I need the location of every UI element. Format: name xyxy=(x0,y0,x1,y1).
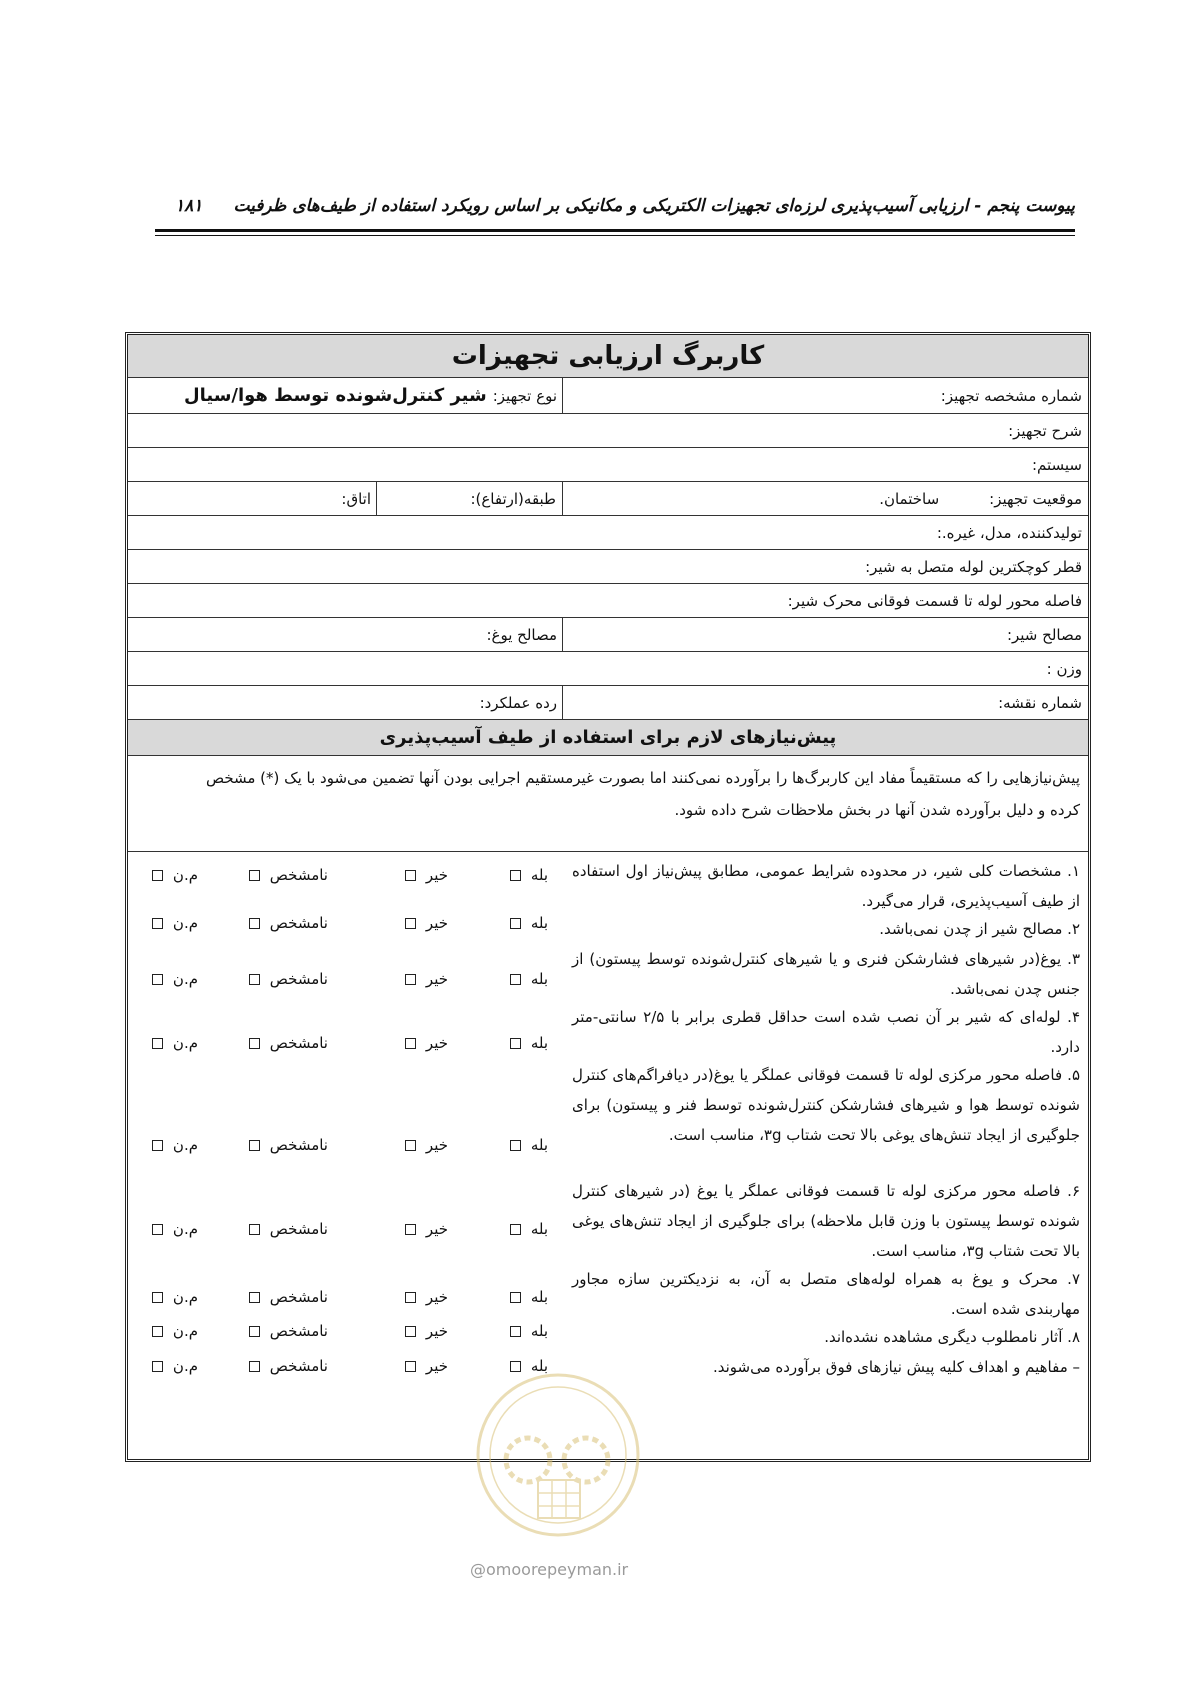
room-label: اتاق: xyxy=(341,489,371,508)
checkbox[interactable] xyxy=(249,1140,260,1151)
form-title: کاربرگ ارزیابی تجهیزات xyxy=(451,341,765,371)
axis-distance-field[interactable] xyxy=(128,584,1088,617)
option-unknown-2[interactable] xyxy=(249,914,328,932)
prerequisite-item-9: – مفاهیم و اهداف کلیه پیش نیازهای فوق برآورده می‌شوند. xyxy=(712,1358,1080,1376)
prerequisites-heading-row xyxy=(128,720,1088,756)
option-na-3[interactable] xyxy=(152,970,198,988)
option-na-9[interactable] xyxy=(152,1357,198,1375)
option-no-label: خیر xyxy=(425,1136,448,1154)
option-yes-2[interactable] xyxy=(510,914,548,932)
description-row xyxy=(128,414,1088,448)
option-yes-4[interactable] xyxy=(510,1034,548,1052)
checkbox[interactable] xyxy=(249,974,260,985)
option-no-1[interactable] xyxy=(405,866,448,884)
checkbox[interactable] xyxy=(405,918,416,929)
weight-row xyxy=(128,652,1088,686)
option-unknown-3[interactable] xyxy=(249,970,328,988)
checkbox[interactable] xyxy=(510,1326,521,1337)
option-yes-1[interactable] xyxy=(510,866,548,884)
equipment-evaluation-form xyxy=(125,332,1091,1462)
equipment-type-field[interactable] xyxy=(128,378,563,413)
checkbox[interactable] xyxy=(249,1361,260,1372)
option-na-label: م.ن xyxy=(172,866,198,884)
watermark-seal xyxy=(468,1360,648,1540)
prerequisite-item-4: ۴. لوله‌ای که شیر بر آن نصب شده است حداقل قطری برابر با ۲/۵ سانتی-متر دارد. xyxy=(572,1008,1080,1056)
option-na-label: م.ن xyxy=(172,914,198,932)
prerequisite-item-3: ۳. یوغ(در شیرهای فشارشکن فنری و یا شیرهای کنترل‌شونده توسط پیستون) از جنس چدن نمی‌باشد. xyxy=(572,950,1080,998)
note-line-1: پیش‌نیازهایی را که مستقیماً مفاد این کاربرگ‌ها را برآورده نمی‌کنند اما بصورت غیرمستقیم اجرایی بودن آنها تضمین می‌شود با یک (*) مشخص xyxy=(205,769,1080,787)
checkbox[interactable] xyxy=(405,1140,416,1151)
checkbox[interactable] xyxy=(152,1326,163,1337)
materials-row xyxy=(128,618,1088,652)
option-yes-7[interactable] xyxy=(510,1288,548,1306)
option-yes-label: بله xyxy=(530,970,548,988)
option-yes-3[interactable] xyxy=(510,970,548,988)
prerequisite-options-6 xyxy=(128,1220,558,1248)
manufacturer-field[interactable] xyxy=(128,516,1088,549)
prerequisite-options-1 xyxy=(128,866,558,894)
prerequisites-heading: پیش‌نیازهای لازم برای استفاده از طیف آسیب‌پذیری xyxy=(379,727,837,748)
option-yes-label: بله xyxy=(530,1034,548,1052)
option-yes-label: بله xyxy=(530,1136,548,1154)
checkbox[interactable] xyxy=(152,974,163,985)
drawing-number-field[interactable] xyxy=(563,686,1088,719)
checkbox[interactable] xyxy=(249,1038,260,1049)
checkbox[interactable] xyxy=(152,1292,163,1303)
watermark-text: @omoorepeyman.ir xyxy=(470,1560,629,1579)
equipment-type-label: نوع تجهیز: xyxy=(492,386,557,405)
option-unknown-label: نامشخص xyxy=(269,866,328,884)
performance-class-label: رده عملکرد: xyxy=(479,693,557,712)
pipe-diameter-row xyxy=(128,550,1088,584)
pipe-diameter-field[interactable] xyxy=(128,550,1088,583)
checkbox[interactable] xyxy=(405,1224,416,1235)
option-no-9[interactable] xyxy=(405,1357,448,1375)
valve-material-field[interactable] xyxy=(563,618,1088,651)
option-no-label: خیر xyxy=(425,1322,448,1340)
prerequisite-options-2 xyxy=(128,914,558,942)
performance-class-field[interactable] xyxy=(128,686,563,719)
checkbox[interactable] xyxy=(405,1038,416,1049)
running-header xyxy=(155,196,1075,226)
prerequisite-options-4 xyxy=(128,1034,558,1062)
option-unknown-label: نامشخص xyxy=(269,1220,328,1238)
option-na-6[interactable] xyxy=(152,1220,198,1238)
option-na-7[interactable] xyxy=(152,1288,198,1306)
weight-label: وزن : xyxy=(1046,659,1082,678)
option-no-label: خیر xyxy=(425,970,448,988)
checkbox[interactable] xyxy=(510,1140,521,1151)
manufacturer-label: تولیدکننده، مدل، غیره.: xyxy=(936,523,1082,542)
option-unknown-1[interactable] xyxy=(249,866,328,884)
checkbox[interactable] xyxy=(405,1361,416,1372)
option-yes-label: بله xyxy=(530,914,548,932)
location-field[interactable] xyxy=(563,482,1088,515)
option-na-label: م.ن xyxy=(172,1136,198,1154)
yoke-material-label: مصالح یوغ: xyxy=(486,625,557,644)
checkbox[interactable] xyxy=(405,1292,416,1303)
option-unknown-label: نامشخص xyxy=(269,1357,328,1375)
checkbox[interactable] xyxy=(405,870,416,881)
system-row xyxy=(128,448,1088,482)
option-yes-label: بله xyxy=(530,1288,548,1306)
option-na-4[interactable] xyxy=(152,1034,198,1052)
option-unknown-8[interactable] xyxy=(249,1322,328,1340)
option-no-8[interactable] xyxy=(405,1322,448,1340)
manufacturer-row xyxy=(128,516,1088,550)
description-field[interactable] xyxy=(128,414,1088,447)
prerequisite-item-2: ۲. مصالح شیر از چدن نمی‌باشد. xyxy=(879,920,1080,938)
option-na-2[interactable] xyxy=(152,914,198,932)
option-yes-5[interactable] xyxy=(510,1136,548,1154)
prerequisite-options-7 xyxy=(128,1288,558,1316)
option-unknown-4[interactable] xyxy=(249,1034,328,1052)
building-label: ساختمان. xyxy=(879,489,940,508)
option-yes-6[interactable] xyxy=(510,1220,548,1238)
location-label: موقعیت تجهیز: xyxy=(989,489,1082,508)
checkbox[interactable] xyxy=(152,1140,163,1151)
option-unknown-6[interactable] xyxy=(249,1220,328,1238)
axis-distance-row xyxy=(128,584,1088,618)
option-no-3[interactable] xyxy=(405,970,448,988)
weight-field[interactable] xyxy=(128,652,1088,685)
checkbox[interactable] xyxy=(405,974,416,985)
option-yes-label: بله xyxy=(530,1220,548,1238)
checkbox[interactable] xyxy=(510,1224,521,1235)
prerequisite-item-5: ۵. فاصله محور مرکزی لوله تا قسمت فوقانی عملگر یا یوغ(در دیافراگم‌های کنترل شونده توسط هوا و شیرهای فشارشکن کنترل‌شونده توسط فنر و پیستون) برای جلوگیری از ایجاد تنش‌های یوغی بالا تحت شتاب ۳g، مناسب است. xyxy=(572,1066,1080,1144)
system-label: سیستم: xyxy=(1031,455,1082,474)
prerequisite-options-5 xyxy=(128,1136,558,1164)
option-no-5[interactable] xyxy=(405,1136,448,1154)
room-field[interactable] xyxy=(128,482,377,515)
option-no-4[interactable] xyxy=(405,1034,448,1052)
option-unknown-label: نامشخص xyxy=(269,1034,328,1052)
equipment-type-value: شیر کنترل‌شونده توسط هوا/سیال xyxy=(183,385,487,406)
prerequisite-item-6: ۶. فاصله محور مرکزی لوله تا قسمت فوقانی عملگر یا یوغ (در شیرهای کنترل شونده توسط پیستون با وزن قابل ملاحظه) برای جلوگیری از ایجاد تنش‌های یوغی بالا تحت شتاب ۳g، مناسب است. xyxy=(572,1182,1080,1260)
checkbox[interactable] xyxy=(510,1038,521,1049)
floor-label: طبقه(ارتفاع): xyxy=(470,489,556,508)
option-yes-label: بله xyxy=(530,866,548,884)
floor-field[interactable] xyxy=(377,482,562,515)
checkbox[interactable] xyxy=(152,870,163,881)
option-unknown-label: نامشخص xyxy=(269,1322,328,1340)
option-unknown-label: نامشخص xyxy=(269,1136,328,1154)
checkbox[interactable] xyxy=(510,870,521,881)
valve-material-label: مصالح شیر: xyxy=(1006,625,1082,644)
option-no-label: خیر xyxy=(425,1034,448,1052)
checkbox[interactable] xyxy=(249,1292,260,1303)
option-no-7[interactable] xyxy=(405,1288,448,1306)
page-number: ۱۸۱ xyxy=(175,196,203,216)
option-no-label: خیر xyxy=(425,866,448,884)
axis-distance-label: فاصله محور لوله تا قسمت فوقانی محرک شیر: xyxy=(787,591,1082,610)
option-na-8[interactable] xyxy=(152,1322,198,1340)
option-no-6[interactable] xyxy=(405,1220,448,1238)
option-no-label: خیر xyxy=(425,1357,448,1375)
option-unknown-label: نامشخص xyxy=(269,1288,328,1306)
prerequisites-note xyxy=(128,756,1088,832)
option-yes-8[interactable] xyxy=(510,1322,548,1340)
option-no-label: خیر xyxy=(425,1288,448,1306)
option-no-label: خیر xyxy=(425,914,448,932)
checkbox[interactable] xyxy=(405,1326,416,1337)
prerequisite-item-8: ۸. آثار نامطلوب دیگری مشاهده نشده‌اند. xyxy=(824,1328,1080,1346)
drawing-row xyxy=(128,686,1088,720)
pipe-diameter-label: قطر کوچکترین لوله متصل به شیر: xyxy=(865,557,1082,576)
option-na-label: م.ن xyxy=(172,1288,198,1306)
yoke-material-field[interactable] xyxy=(128,618,563,651)
option-unknown-7[interactable] xyxy=(249,1288,328,1306)
description-label: شرح تجهیز: xyxy=(1008,421,1082,440)
prerequisites-note-row xyxy=(128,756,1088,852)
header-rule-thin xyxy=(155,235,1075,236)
prerequisite-item-7: ۷. محرک و یوغ به همراه لوله‌های متصل به آن، به نزدیکترین سازه مجاور مهاربندی شده است. xyxy=(572,1270,1080,1318)
prerequisite-options-3 xyxy=(128,970,558,998)
option-unknown-label: نامشخص xyxy=(269,914,328,932)
option-unknown-5[interactable] xyxy=(249,1136,328,1154)
form-title-row xyxy=(128,335,1088,378)
option-unknown-9[interactable] xyxy=(249,1357,328,1375)
option-no-label: خیر xyxy=(425,1220,448,1238)
checkbox[interactable] xyxy=(249,1326,260,1337)
prerequisite-options-8 xyxy=(128,1322,558,1350)
checkbox[interactable] xyxy=(249,1224,260,1235)
equipment-id-label: شماره مشخصه تجهیز: xyxy=(940,386,1082,405)
checkbox[interactable] xyxy=(249,870,260,881)
option-na-label: م.ن xyxy=(172,1220,198,1238)
prerequisite-item-1: ۱. مشخصات کلی شیر، در محدوده شرایط عمومی، مطابق پیش‌نیاز اول استفاده از طیف آسیب‌پذیری، قرار می‌گیرد. xyxy=(572,862,1080,910)
option-na-1[interactable] xyxy=(152,866,198,884)
option-yes-label: بله xyxy=(530,1322,548,1340)
location-row xyxy=(128,482,1088,516)
option-unknown-label: نامشخص xyxy=(269,970,328,988)
checkbox[interactable] xyxy=(152,1038,163,1049)
option-na-label: م.ن xyxy=(172,1357,198,1375)
checkbox[interactable] xyxy=(249,918,260,929)
checkbox[interactable] xyxy=(152,918,163,929)
id-type-row xyxy=(128,378,1088,414)
checkbox[interactable] xyxy=(152,1224,163,1235)
option-yes-label: بله xyxy=(530,1357,548,1375)
equipment-id-field[interactable] xyxy=(563,378,1088,413)
checkbox[interactable] xyxy=(510,974,521,985)
checkbox[interactable] xyxy=(152,1361,163,1372)
option-no-2[interactable] xyxy=(405,914,448,932)
option-na-label: م.ن xyxy=(172,1322,198,1340)
header-rule xyxy=(155,229,1075,232)
option-na-label: م.ن xyxy=(172,1034,198,1052)
option-na-label: م.ن xyxy=(172,970,198,988)
note-line-2: کرده و دلیل برآورده شدن آنها در بخش ملاحظات شرح داده شود. xyxy=(674,801,1080,819)
checkbox[interactable] xyxy=(510,1292,521,1303)
option-na-5[interactable] xyxy=(152,1136,198,1154)
header-title: پیوست پنجم - ارزیابی آسیب‌پذیری لرزه‌ای تجهیزات الکتریکی و مکانیکی بر اساس رویکرد استفاده از طیف‌های ظرفیت xyxy=(233,196,1075,216)
drawing-number-label: شماره نقشه: xyxy=(998,693,1082,712)
checkbox[interactable] xyxy=(510,918,521,929)
system-field[interactable] xyxy=(128,448,1088,481)
